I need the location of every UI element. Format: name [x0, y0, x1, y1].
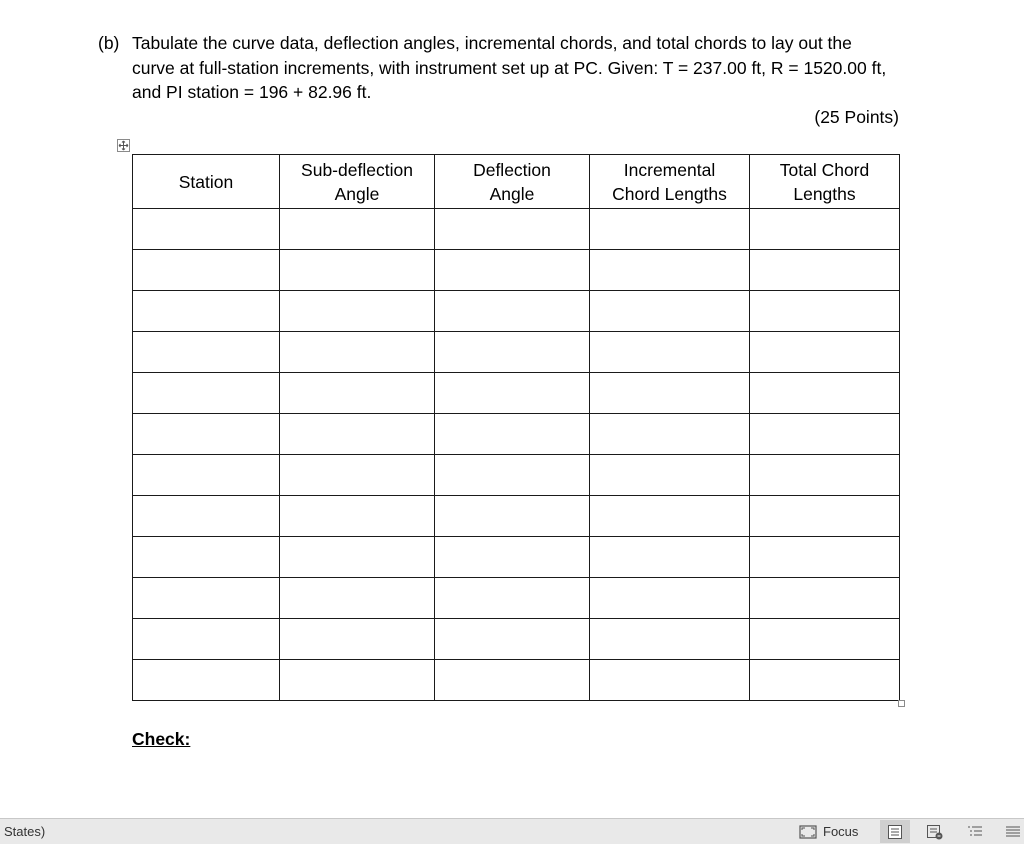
table-cell[interactable]	[133, 619, 280, 660]
table-cell[interactable]	[280, 209, 435, 250]
table-resize-handle[interactable]	[898, 700, 905, 707]
table-cell[interactable]	[280, 537, 435, 578]
table-row	[133, 660, 900, 701]
table-cell[interactable]	[133, 250, 280, 291]
table-cell[interactable]	[590, 291, 750, 332]
table-cell[interactable]	[750, 660, 900, 701]
table-cell[interactable]	[750, 578, 900, 619]
table-cell[interactable]	[590, 619, 750, 660]
points-label: (25 Points)	[814, 107, 899, 127]
table-cell[interactable]	[280, 373, 435, 414]
print-layout-view-button[interactable]	[880, 820, 910, 843]
table-cell[interactable]	[280, 496, 435, 537]
table-cell[interactable]	[280, 332, 435, 373]
table-cell[interactable]	[133, 455, 280, 496]
table-cell[interactable]	[750, 414, 900, 455]
table-cell[interactable]	[750, 209, 900, 250]
table-body	[133, 209, 900, 701]
table-row	[133, 455, 900, 496]
table-cell[interactable]	[590, 455, 750, 496]
table-cell[interactable]	[750, 537, 900, 578]
status-bar	[0, 818, 1024, 844]
check-label: Check:	[132, 729, 191, 749]
draft-icon	[1005, 825, 1021, 839]
table-cell[interactable]	[750, 496, 900, 537]
table-cell[interactable]	[750, 455, 900, 496]
table-row	[133, 414, 900, 455]
outline-icon	[967, 825, 983, 839]
header-total-chord-lengths[interactable]: Total Chord Lengths	[750, 155, 900, 209]
table-cell[interactable]	[133, 209, 280, 250]
table-cell[interactable]	[435, 455, 590, 496]
table-cell[interactable]	[133, 660, 280, 701]
table-cell[interactable]	[750, 332, 900, 373]
curve-data-table	[132, 154, 900, 701]
table-cell[interactable]	[590, 578, 750, 619]
table-cell[interactable]	[435, 414, 590, 455]
table-cell[interactable]	[133, 496, 280, 537]
table-row	[133, 578, 900, 619]
table-cell[interactable]	[435, 496, 590, 537]
move-icon	[118, 140, 129, 151]
read-mode-icon	[926, 824, 944, 840]
draft-view-button[interactable]	[998, 820, 1024, 843]
table-cell[interactable]	[280, 660, 435, 701]
table-cell[interactable]	[133, 578, 280, 619]
question-label: (b)	[98, 33, 120, 53]
table-row	[133, 619, 900, 660]
table-cell[interactable]	[750, 291, 900, 332]
table-cell[interactable]	[435, 291, 590, 332]
table-cell[interactable]	[590, 209, 750, 250]
table-move-handle[interactable]	[117, 139, 130, 152]
header-incremental-chord-lengths[interactable]: Incremental Chord Lengths	[590, 155, 750, 209]
table-cell[interactable]	[750, 250, 900, 291]
table-cell[interactable]	[590, 496, 750, 537]
table-row	[133, 496, 900, 537]
table-cell[interactable]	[590, 660, 750, 701]
table-cell[interactable]	[750, 619, 900, 660]
table-cell[interactable]	[590, 537, 750, 578]
table-cell[interactable]	[133, 537, 280, 578]
print-layout-icon	[887, 824, 903, 840]
table-cell[interactable]	[435, 660, 590, 701]
table-cell[interactable]	[435, 373, 590, 414]
table-row	[133, 250, 900, 291]
table-cell[interactable]	[435, 209, 590, 250]
table-cell[interactable]	[435, 250, 590, 291]
question-text: Tabulate the curve data, deflection angles, incremental chords, and total chords to lay out the curve at full-station increments, with instrument set up at PC. Given: T = 237.00 ft, R = 1520.00 ft, and PI station = 196 + 82.96 ft.	[132, 33, 887, 102]
table-cell[interactable]	[133, 332, 280, 373]
table-cell[interactable]	[590, 250, 750, 291]
table-row	[133, 209, 900, 250]
table-cell[interactable]	[280, 414, 435, 455]
table-cell[interactable]	[280, 250, 435, 291]
table-row	[133, 373, 900, 414]
table-cell[interactable]	[435, 619, 590, 660]
table-row	[133, 537, 900, 578]
table-cell[interactable]	[133, 373, 280, 414]
table-cell[interactable]	[435, 332, 590, 373]
page-corner-marks	[820, 0, 900, 2]
table-cell[interactable]	[280, 619, 435, 660]
focus-icon	[799, 825, 817, 839]
focus-label: Focus	[823, 824, 859, 839]
table-cell[interactable]	[590, 332, 750, 373]
table-row	[133, 291, 900, 332]
table-cell[interactable]	[590, 373, 750, 414]
language-indicator[interactable]: States)	[4, 824, 46, 839]
table-cell[interactable]	[435, 578, 590, 619]
table-cell[interactable]	[133, 414, 280, 455]
read-mode-view-button[interactable]	[920, 820, 950, 843]
table-cell[interactable]	[280, 291, 435, 332]
header-deflection-angle[interactable]: Deflection Angle	[435, 155, 590, 209]
table-cell[interactable]	[133, 291, 280, 332]
header-sub-deflection-angle[interactable]: Sub-deflection Angle	[280, 155, 435, 209]
outline-view-button[interactable]	[960, 820, 990, 843]
table-cell[interactable]	[435, 537, 590, 578]
focus-button[interactable]	[799, 822, 858, 841]
table-cell[interactable]	[590, 414, 750, 455]
table-cell[interactable]	[750, 373, 900, 414]
table-cell[interactable]	[280, 455, 435, 496]
table-header-row	[133, 155, 900, 209]
table-row	[133, 332, 900, 373]
header-station[interactable]: Station	[133, 155, 280, 209]
table-cell[interactable]	[280, 578, 435, 619]
